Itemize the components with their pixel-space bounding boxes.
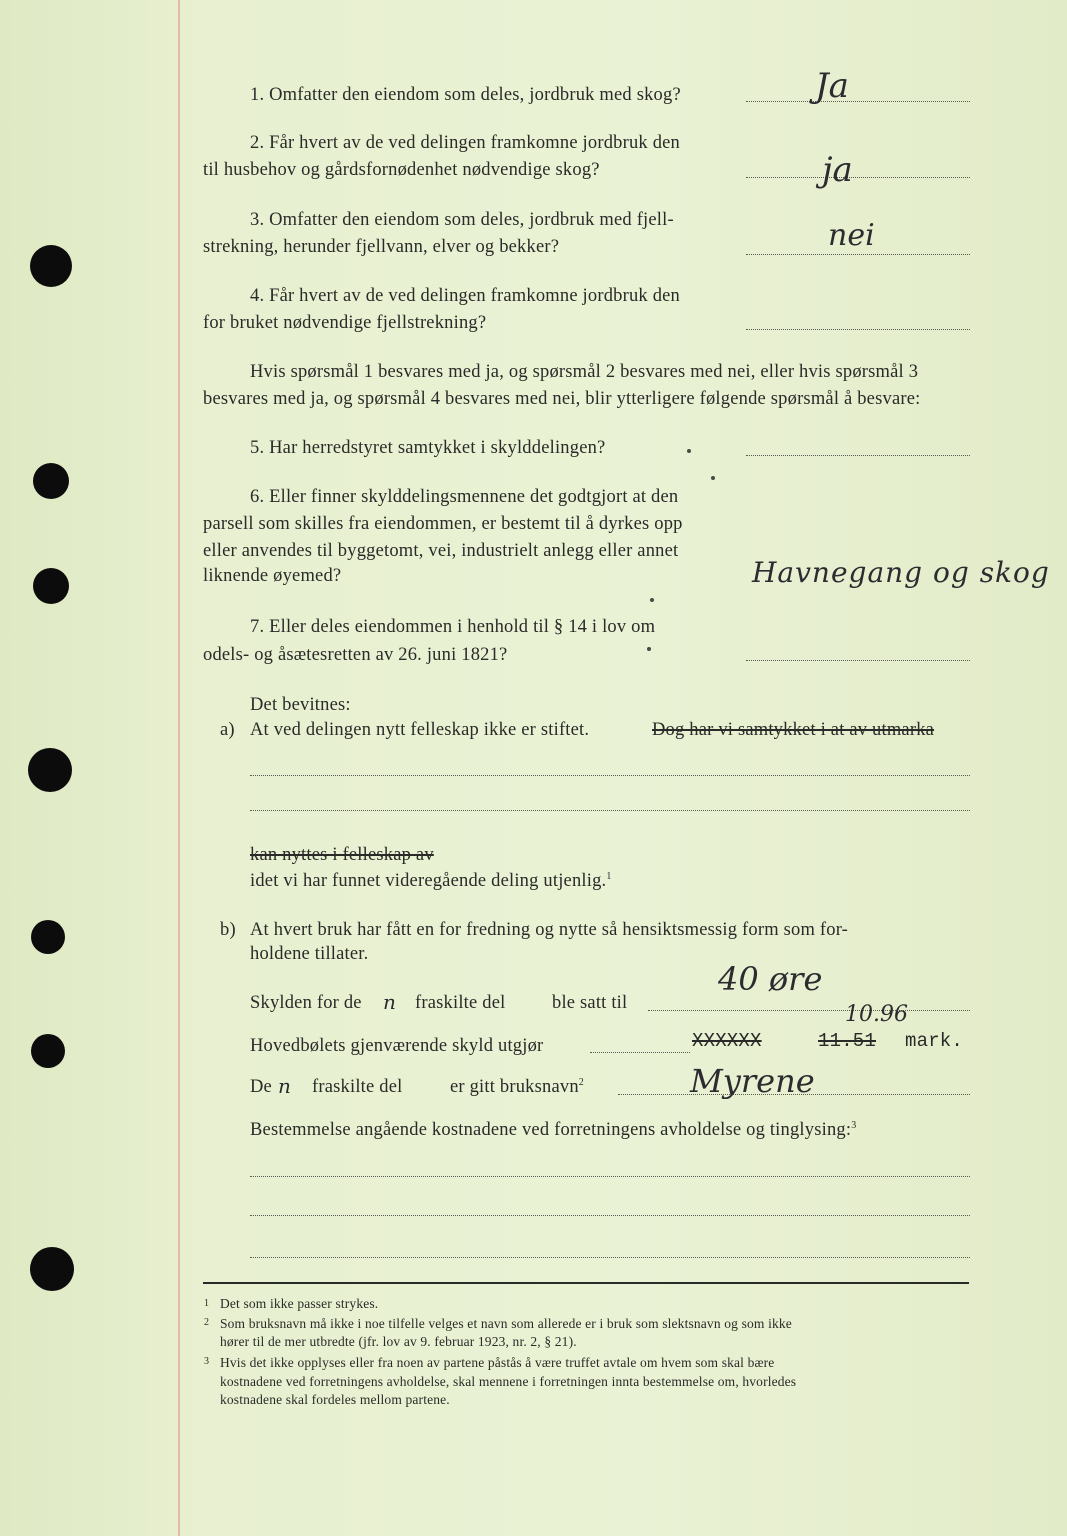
question-2-line1: 2. Får hvert av de ved delingen framkomne jordbruk den [250, 133, 681, 153]
answer-line-4 [746, 329, 970, 330]
question-6-line2: parsell som skilles fra eiendommen, er bestemt til å dyrkes opp [203, 514, 683, 534]
footnote-3-line2: kostnadene ved forretningens avholdelse, skal mennene i forretningen innta bestemmelse om, hvorledes [220, 1374, 797, 1389]
hoved-crossed-value-2: 11.51 [818, 1030, 877, 1052]
punch-hole [28, 748, 72, 792]
skyld-set: ble satt til [552, 993, 628, 1013]
punch-hole [33, 568, 69, 604]
footnote-rule [203, 1282, 969, 1284]
footnote-3-number: 3 [204, 1356, 209, 1367]
answer-6-handwritten: Havnegang og skog [752, 556, 1050, 589]
attest-b-line2: holdene tillater. [250, 944, 369, 964]
footnote-3-line3: kostnadene skal fordeles mellom partene. [220, 1392, 450, 1407]
attest-a-blank-1 [250, 775, 970, 776]
bestemmelse-text [250, 1120, 856, 1141]
ink-speck [711, 476, 715, 480]
hoved-unit: mark. [905, 1030, 964, 1052]
bestemmelse-blank-2 [250, 1215, 970, 1216]
question-4-line1: 4. Får hvert av de ved delingen framkomne jordbruk den [250, 286, 681, 306]
attest-a-tail-footnote: 1 [606, 871, 612, 882]
ink-speck [647, 647, 651, 651]
attest-a-text: At ved delingen nytt felleskap ikke er stiftet. [250, 720, 590, 740]
attest-a-blank-2 [250, 810, 970, 811]
footnote-2-line2: hører til de mer utbredte (jfr. lov av 9. februar 1923, nr. 2, § 21). [220, 1334, 577, 1349]
answer-line-7 [746, 660, 970, 661]
hoved-label: Hovedbølets gjenværende skyld utgjør [250, 1036, 544, 1056]
bruksnavn-handwritten: Myrene [690, 1062, 815, 1100]
ink-speck [687, 449, 691, 453]
footnote-2-number: 2 [204, 1317, 209, 1328]
bestemmelse-blank-1 [250, 1176, 970, 1177]
bestemmelse-label: Bestemmelse angående kostnadene ved forretningens avholdelse og tinglysing: [250, 1120, 852, 1141]
bestemmelse-blank-3 [250, 1257, 970, 1258]
hoved-value-line [590, 1052, 690, 1053]
question-6-line3: eller anvendes til byggetomt, vei, industrielt anlegg eller annet [203, 541, 679, 561]
question-6-line4: liknende øyemed? [203, 566, 342, 586]
question-7-line1: 7. Eller deles eiendommen i henhold til § 14 i lov om [250, 617, 656, 637]
question-7-line2: odels- og åsætesretten av 26. juni 1821? [203, 645, 508, 665]
bruksnavn-handwritten-suffix: n [278, 1074, 291, 1098]
bruksnavn-label-1: De [250, 1077, 272, 1097]
attest-heading: Det bevitnes: [250, 695, 351, 715]
skyld-label: Skylden for de [250, 993, 362, 1013]
attest-b-label: b) [220, 920, 236, 940]
answer-1-handwritten: Ja [815, 66, 849, 106]
footnote-3-line1: Hvis det ikke opplyses eller fra noen av partene påstås å være truffet avtale om hvem som skal bære [220, 1355, 775, 1370]
attest-a-tail [250, 871, 612, 892]
answer-line-2 [746, 177, 970, 178]
bruksnavn-label-3-text: er gitt bruksnavn [450, 1077, 579, 1098]
footnote-1-number: 1 [204, 1298, 209, 1309]
bruksnavn-footnote: 2 [578, 1077, 584, 1088]
instruction-line2: besvares med ja, og spørsmål 4 besvares med nei, blir ytterligere følgende spørsmål å besvare: [203, 389, 921, 409]
bruksnavn-label-2: fraskilte del [312, 1077, 403, 1097]
skyld-handwritten-suffix: n [383, 990, 396, 1014]
bruksnavn-label-3 [450, 1077, 584, 1098]
punch-hole [31, 1034, 65, 1068]
question-5: 5. Har herredstyret samtykket i skylddelingen? [250, 438, 606, 458]
attest-a-struck: Dog har vi samtykket i at av utmarka [652, 720, 935, 740]
hoved-new-value-handwritten: 10.96 [845, 1002, 908, 1027]
attest-a-struck2: kan nyttes i felleskap av [250, 845, 434, 865]
answer-line-5 [746, 455, 970, 456]
punch-hole [30, 245, 72, 287]
footnote-1-text: Det som ikke passer strykes. [220, 1296, 379, 1311]
question-3-line1: 3. Omfatter den eiendom som deles, jordbruk med fjell- [250, 210, 674, 230]
attest-a-label: a) [220, 720, 235, 740]
answer-line-1 [746, 101, 970, 102]
question-6-line1: 6. Eller finner skylddelingsmennene det godtgjort at den [250, 487, 679, 507]
instruction-line1: Hvis spørsmål 1 besvares med ja, og spørsmål 2 besvares med nei, eller hvis spørsmål 3 [250, 362, 919, 382]
punch-hole [33, 463, 69, 499]
footnote-2-line1: Som bruksnavn må ikke i noe tilfelle velges et navn som allerede er i bruk som slektsnavn og som ikke [220, 1316, 792, 1331]
skyld-mid: fraskilte del [415, 993, 506, 1013]
attest-a-tail-text: idet vi har funnet videregående deling utjenlig. [250, 871, 607, 892]
skyld-value-handwritten: 40 øre [718, 960, 823, 998]
skyld-value-line [648, 1010, 970, 1011]
question-1: 1. Omfatter den eiendom som deles, jordbruk med skog? [250, 85, 681, 105]
answer-line-3 [746, 254, 970, 255]
question-3-line2: strekning, herunder fjellvann, elver og bekker? [203, 237, 560, 257]
punch-hole [31, 920, 65, 954]
bestemmelse-footnote: 3 [851, 1120, 857, 1131]
ink-speck [650, 598, 654, 602]
punch-hole [30, 1247, 74, 1291]
answer-2-handwritten: ja [822, 150, 853, 190]
answer-3-handwritten: nei [828, 218, 875, 253]
question-4-line2: for bruket nødvendige fjellstrekning? [203, 313, 487, 333]
hoved-crossed-value: XXXXXX [692, 1030, 762, 1052]
question-2-line2: til husbehov og gårdsfornødenhet nødvendige skog? [203, 160, 600, 180]
red-margin-line [178, 0, 180, 1536]
attest-b-line1: At hvert bruk har fått en for fredning og nytte så hensiktsmessig form som for- [250, 920, 849, 940]
